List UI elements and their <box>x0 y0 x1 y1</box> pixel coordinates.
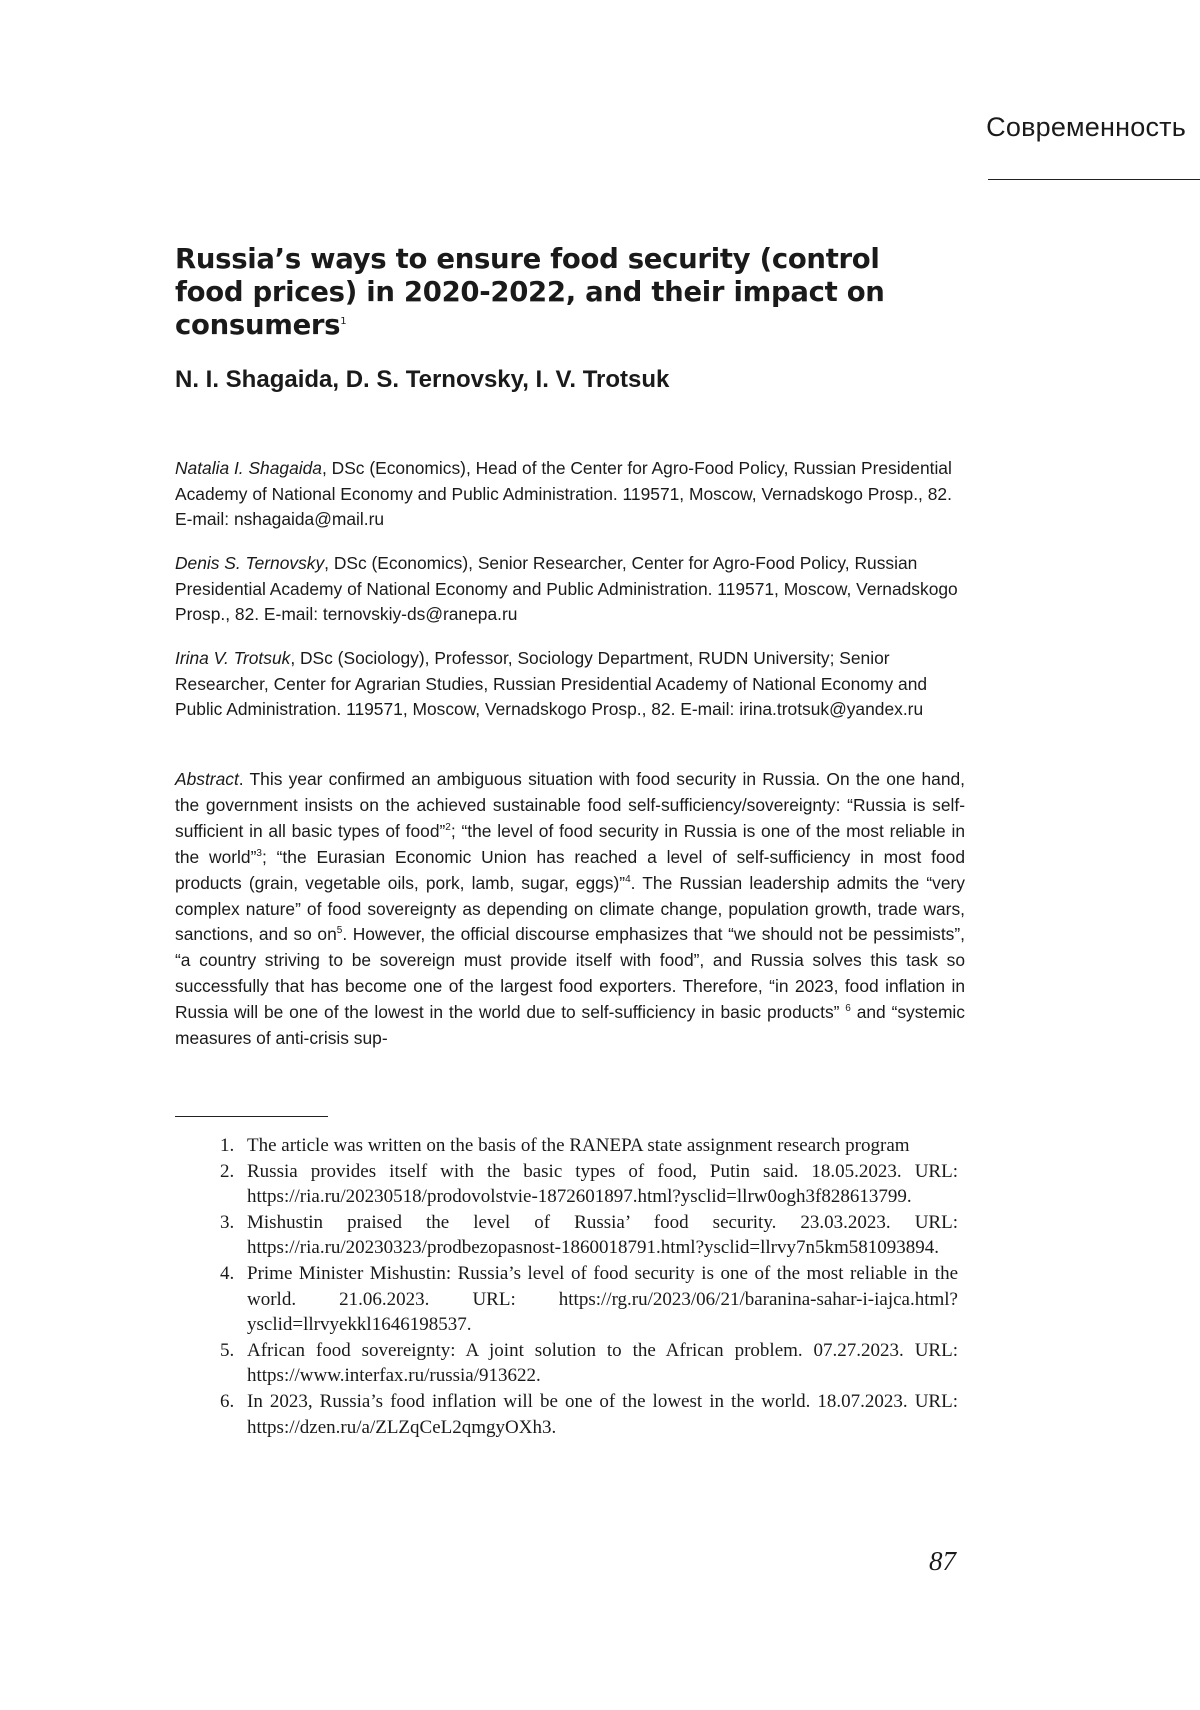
abstract-text: . The Russian leadership admits the “very complex nature” of food sovereignty as depending on climate change, population growth, trade wars, sanctions, and so on <box>175 873 965 945</box>
footnote-number: 4. <box>220 1261 234 1287</box>
author-name: Natalia I. Shagaida <box>175 458 322 478</box>
abstract-text: ; “the Eurasian Economic Union has reached a level of self-sufficiency in most food products (grain, vegetable oils, pork, lamb, sugar, eggs)” <box>175 847 965 893</box>
footnote-text: African food sovereignty: A joint solution to the African problem. 07.27.2023. URL: https://www.interfax.ru/russia/913622. <box>247 1340 958 1387</box>
footnote-text: The article was written on the basis of the RANEPA state assignment research program <box>247 1135 910 1156</box>
page-number: 87 <box>900 1546 956 1577</box>
footnote-item <box>220 1261 958 1338</box>
abstract-label: Abstract <box>175 769 239 789</box>
title-footnote-ref[interactable]: 1 <box>340 316 346 327</box>
author-name: Denis S. Ternovsky <box>175 553 324 573</box>
footnote-number: 1. <box>220 1133 234 1159</box>
abstract-text: and “systemic measures of anti-crisis sup- <box>175 1002 965 1048</box>
footnote-item <box>220 1133 958 1159</box>
footnote-item <box>220 1210 958 1261</box>
footnote-number: 5. <box>220 1338 234 1364</box>
abstract-text: . However, the official discourse emphasizes that “we should not be pessimists”, “a country striving to be sovereign must provide itself with food”, and Russia solves this task so successfully that has become one of the largest food exporters. Therefore, “in 2023, food inflation in Russia will be one of the lowest in the world due to self-sufficiency in basic products” <box>175 924 965 1022</box>
footnote-text: Mishustin praised the level of Russia’ food security. 23.03.2023. URL: https://ria.ru/20230323/prodbezopasnost-1860018791.html?ysclid=llrvy7n5km581093894. <box>247 1212 958 1259</box>
section-divider <box>988 179 1200 180</box>
author-affiliation <box>175 551 965 628</box>
article-title <box>175 243 895 342</box>
section-label: Современность <box>976 112 1186 143</box>
footnote-item <box>220 1389 958 1440</box>
footnote-item <box>220 1338 958 1389</box>
author-list: N. I. Shagaida, D. S. Ternovsky, I. V. Trotsuk <box>175 365 895 395</box>
footnote-text: Russia provides itself with the basic types of food, Putin said. 18.05.2023. URL: https://ria.ru/20230518/prodovolstvie-1872601897.html?ysclid=llrw0ogh3f828613799. <box>247 1161 958 1208</box>
article-title-text: Russia’s ways to ensure food security (control food prices) in 2020-2022, and their impact on consumers <box>175 243 885 341</box>
footnote-number: 2. <box>220 1159 234 1185</box>
footnote-ref-5[interactable]: 5 <box>337 926 343 937</box>
author-affiliation <box>175 646 965 723</box>
footnote-item <box>220 1159 958 1210</box>
footnote-text: Prime Minister Mishustin: Russia’s level of food security is one of the most reliable in the world. 21.06.2023. URL: https://rg.ru/2023/06/21/baranina-sahar-i-iajca.html?ysclid=llrvyekkl1646198537. <box>247 1263 958 1335</box>
abstract-text: . This year confirmed an ambiguous situation with food security in Russia. On the one hand, the government insists on the achieved sustainable food self-sufficiency/sovereignty: “Russia is self-sufficient in all basic types of food” <box>175 769 965 841</box>
footnote-number: 6. <box>220 1389 234 1415</box>
footnote-ref-3[interactable]: 3 <box>256 848 262 859</box>
affiliation-details: , DSc (Economics), Senior Researcher, Center for Agro-Food Policy, Russian Presidential Academy of National Economy and Public Administration. 119571, Moscow, Vernadskogo Prosp., 82. E-mail: ternovskiy-ds@ranepa.ru <box>175 553 958 624</box>
author-affiliation <box>175 456 965 533</box>
abstract-text: ; “the level of food security in Russia is one of the most reliable in the world” <box>175 821 965 867</box>
affiliation-details: , DSc (Sociology), Professor, Sociology Department, RUDN University; Senior Researcher, Center for Agrarian Studies, Russian Presidential Academy of National Economy and Public Administration. 119571, Moscow, Vernadskogo Prosp., 82. E-mail: irina.trotsuk@yandex.ru <box>175 648 927 719</box>
footnote-list <box>220 1133 958 1440</box>
footnote-number: 3. <box>220 1210 234 1236</box>
footnote-divider <box>175 1116 328 1117</box>
affiliation-details: , DSc (Economics), Head of the Center for Agro-Food Policy, Russian Presidential Academy of National Economy and Public Administration. 119571, Moscow, Vernadskogo Prosp., 82. E-mail: nshagaida@mail.ru <box>175 458 952 529</box>
footnote-text: In 2023, Russia’s food inflation will be one of the lowest in the world. 18.07.2023. URL: https://dzen.ru/a/ZLZqCeL2qmgyOXh3. <box>247 1391 958 1438</box>
footnote-ref-2[interactable]: 2 <box>445 822 451 833</box>
footnote-ref-6[interactable]: 6 <box>845 1003 851 1014</box>
abstract <box>175 767 965 1052</box>
author-name: Irina V. Trotsuk <box>175 648 290 668</box>
footnote-ref-4[interactable]: 4 <box>625 874 631 885</box>
